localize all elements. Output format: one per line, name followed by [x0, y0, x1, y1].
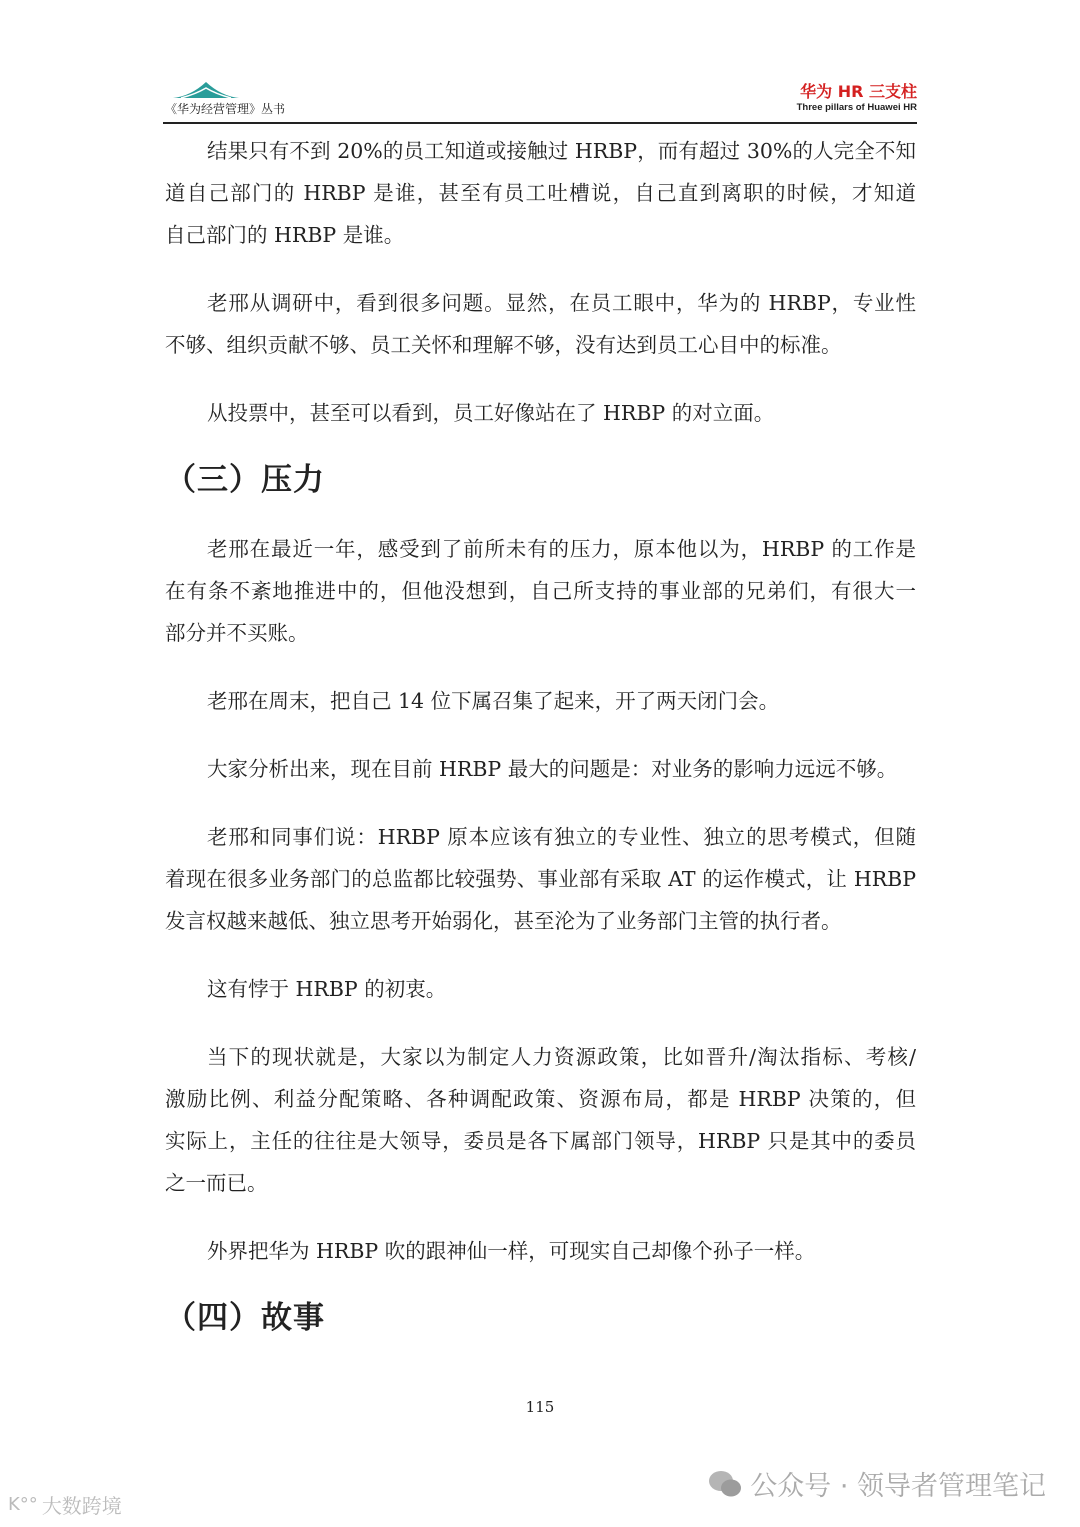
paragraph-line: 外界把华为 HRBP 吹的跟神仙一样，可现实自己却像个孙子一样。 — [207, 1239, 816, 1263]
book-series-logo-icon — [171, 78, 241, 100]
page-header — [163, 74, 917, 124]
paragraph-line: 部分并不买账。 — [165, 621, 309, 645]
source-name: 大数跨境 — [41, 1494, 122, 1518]
paragraph — [165, 748, 916, 790]
wechat-watermark — [708, 1464, 1046, 1503]
wechat-account-name: 公众号 · 领导者管理笔记 — [750, 1471, 1046, 1502]
brand-block — [797, 82, 917, 113]
paragraph-line: 结果只有不到 20%的员工知道或接触过 HRBP，而有超过 30%的人完全不知 — [207, 139, 916, 163]
source-logo-icon: K°° — [8, 1494, 38, 1515]
paragraph-line: 着现在很多业务部门的总监都比较强势、事业部有采取 AT 的运作模式，让 HRBP — [165, 867, 916, 891]
paragraph-line: 不够、组织贡献不够、员工关怀和理解不够，没有达到员工心目中的标准。 — [165, 333, 842, 357]
brand-title-en: Three pillars of Huawei HR — [796, 102, 917, 113]
paragraph — [165, 1036, 916, 1204]
paragraph — [165, 282, 916, 366]
paragraph — [165, 968, 916, 1010]
paragraph-line: 老邢在周末，把自己 14 位下属召集了起来，开了两天闭门会。 — [207, 689, 780, 713]
paragraph — [165, 816, 916, 942]
paragraph-line: 道自己部门的 HRBP 是谁，甚至有员工吐槽说，自己直到离职的时候，才知道 — [165, 181, 916, 205]
paragraph — [165, 130, 916, 256]
book-series-title: 《华为经营管理》丛书 — [165, 102, 286, 116]
paragraph-line: 激励比例、利益分配策略、各种调配政策、资源布局，都是 HRBP 决策的，但 — [165, 1087, 916, 1111]
paragraph-line: 当下的现状就是，大家以为制定人力资源政策，比如晋升/淘汰指标、考核/ — [207, 1045, 916, 1069]
section-heading: （三）压力 — [165, 462, 325, 498]
paragraph-line: 从投票中，甚至可以看到，员工好像站在了 HRBP 的对立面。 — [207, 401, 775, 425]
paragraph-line: 老邢从调研中，看到很多问题。显然，在员工眼中，华为的 HRBP，专业性 — [207, 291, 916, 315]
paragraph — [165, 392, 916, 434]
paragraph — [165, 528, 916, 654]
section-heading: （四）故事 — [165, 1300, 325, 1336]
paragraph-line: 老邢和同事们说：HRBP 原本应该有独立的专业性、独立的思考模式，但随 — [207, 825, 916, 849]
page-number: 115 — [525, 1398, 555, 1416]
paragraph-line: 之一而已。 — [165, 1171, 268, 1195]
paragraph — [165, 1230, 916, 1272]
paragraph-line: 发言权越来越低、独立思考开始弱化，甚至沦为了业务部门主管的执行者。 — [165, 909, 842, 933]
paragraph-line: 在有条不紊地推进中的，但他没想到，自己所支持的事业部的兄弟们，有很大一 — [165, 579, 916, 603]
wechat-icon — [708, 1469, 742, 1499]
brand-title-cn: 华为 HR 三支柱 — [800, 82, 917, 101]
paragraph-line: 老邢在最近一年，感受到了前所未有的压力，原本他以为，HRBP 的工作是 — [207, 537, 916, 561]
paragraph — [165, 680, 916, 722]
source-watermark — [8, 1490, 122, 1519]
paragraph-line: 实际上，主任的往往是大领导，委员是各下属部门领导，HRBP 只是其中的委员 — [165, 1129, 916, 1153]
paragraph-line: 大家分析出来，现在目前 HRBP 最大的问题是：对业务的影响力远远不够。 — [207, 757, 898, 781]
paragraph-line: 自己部门的 HRBP 是谁。 — [165, 223, 405, 247]
page-body — [165, 130, 916, 1366]
paragraph-line: 这有悖于 HRBP 的初衷。 — [207, 977, 447, 1001]
